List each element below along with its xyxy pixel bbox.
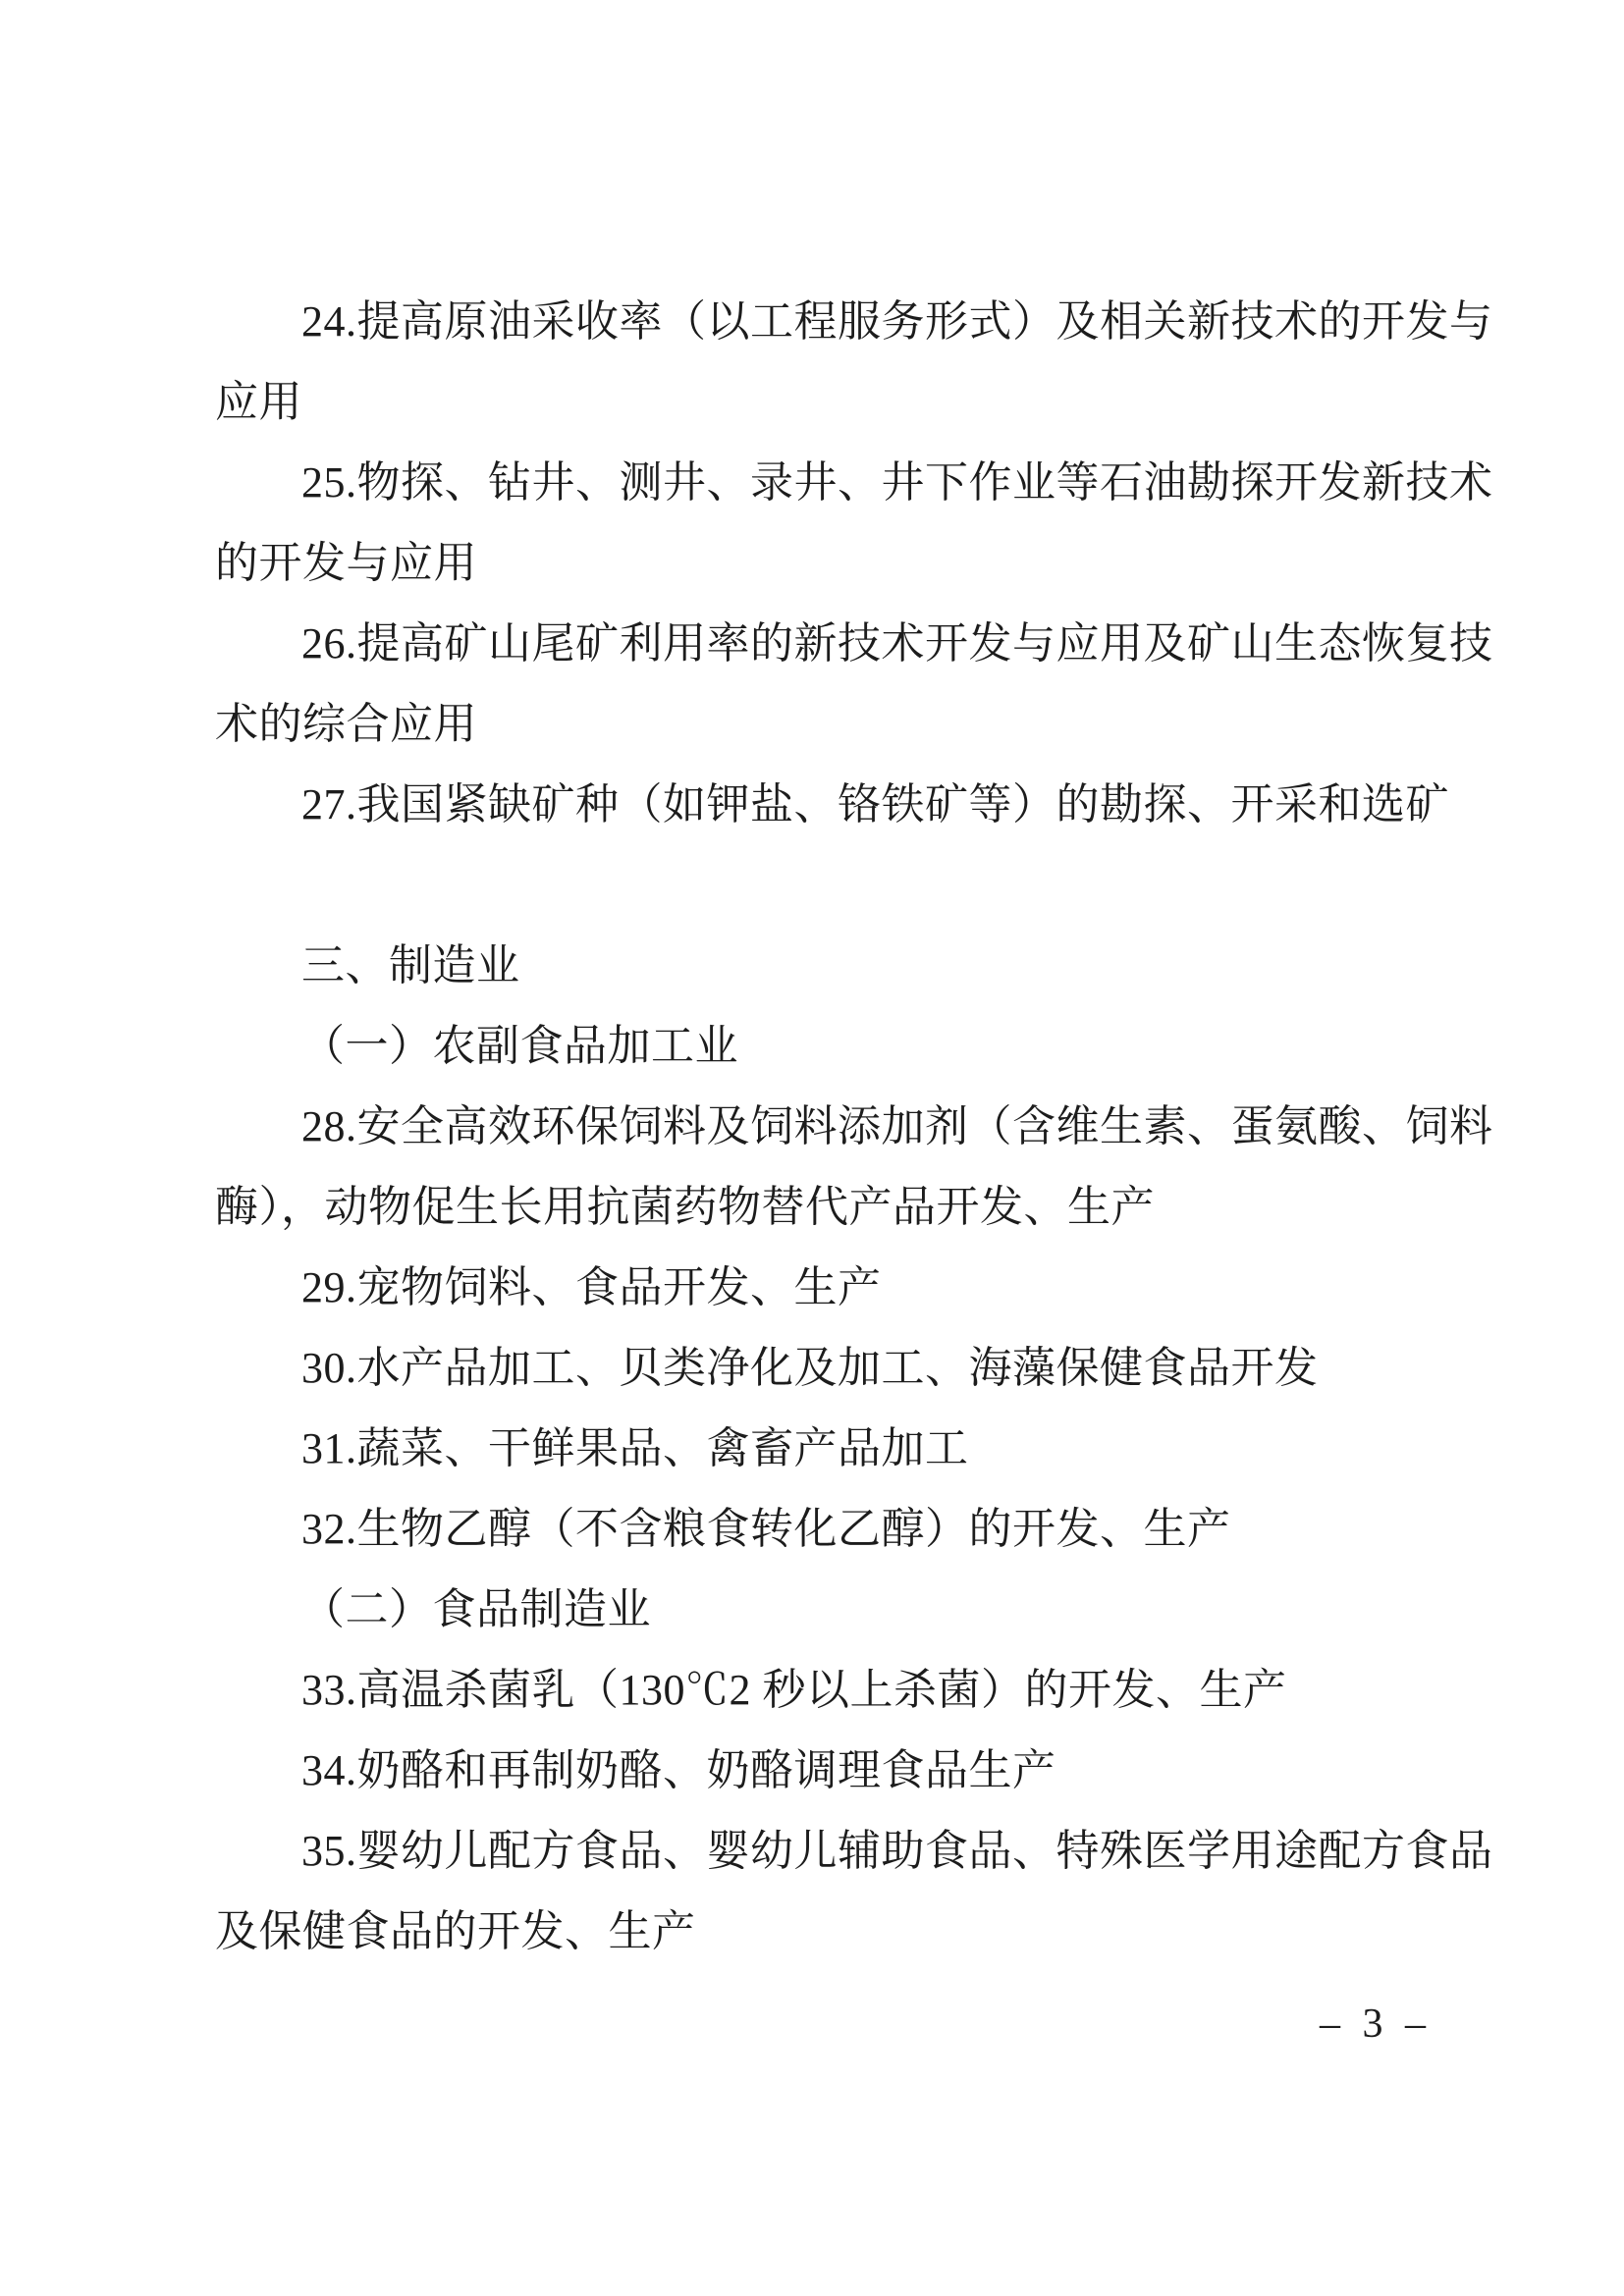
document-line: 24.提高原油采收率（以工程服务形式）及相关新技术的开发与: [301, 297, 1493, 346]
document-line: 32.生物乙醇（不含粮食转化乙醇）的开发、生产: [301, 1505, 1231, 1553]
document-line: 27.我国紧缺矿种（如钾盐、铬铁矿等）的勘探、开采和选矿: [301, 780, 1449, 828]
document-line: （二）食品制造业: [301, 1585, 651, 1633]
page-number: – 3 –: [1320, 2002, 1432, 2047]
document-line: 30.水产品加工、贝类净化及加工、海藻保健食品开发: [301, 1344, 1319, 1392]
document-line: 34.奶酪和再制奶酪、奶酪调理食品生产: [301, 1746, 1056, 1794]
document-line: 35.婴幼儿配方食品、婴幼儿辅助食品、特殊医学用途配方食品: [301, 1827, 1493, 1875]
document-line: （一）农副食品加工业: [301, 1022, 738, 1070]
document-line: 应用: [215, 378, 302, 426]
document-line: 28.安全高效环保饲料及饲料添加剂（含维生素、蛋氨酸、饲料: [301, 1102, 1493, 1150]
blank-line: [215, 845, 1418, 926]
document-line: 25.物探、钻井、测井、录井、井下作业等石油勘探开发新技术: [301, 458, 1493, 507]
document-line: 及保健食品的开发、生产: [215, 1907, 696, 1955]
document-line: 31.蔬菜、干鲜果品、禽畜产品加工: [301, 1424, 969, 1472]
document-line: 26.提高矿山尾矿利用率的新技术开发与应用及矿山生态恢复技: [301, 619, 1493, 667]
document-line: 的开发与应用: [215, 539, 477, 587]
document-line: 33.高温杀菌乳（130℃2 秒以上杀菌）的开发、生产: [301, 1666, 1287, 1714]
document-line: 29.宠物饲料、食品开发、生产: [301, 1263, 882, 1311]
document-line: 酶），动物促生长用抗菌药物替代产品开发、生产: [215, 1183, 1155, 1231]
document-line: 术的综合应用: [215, 700, 477, 748]
document-body: [215, 282, 1493, 1972]
document-line: 三、制造业: [301, 941, 520, 989]
